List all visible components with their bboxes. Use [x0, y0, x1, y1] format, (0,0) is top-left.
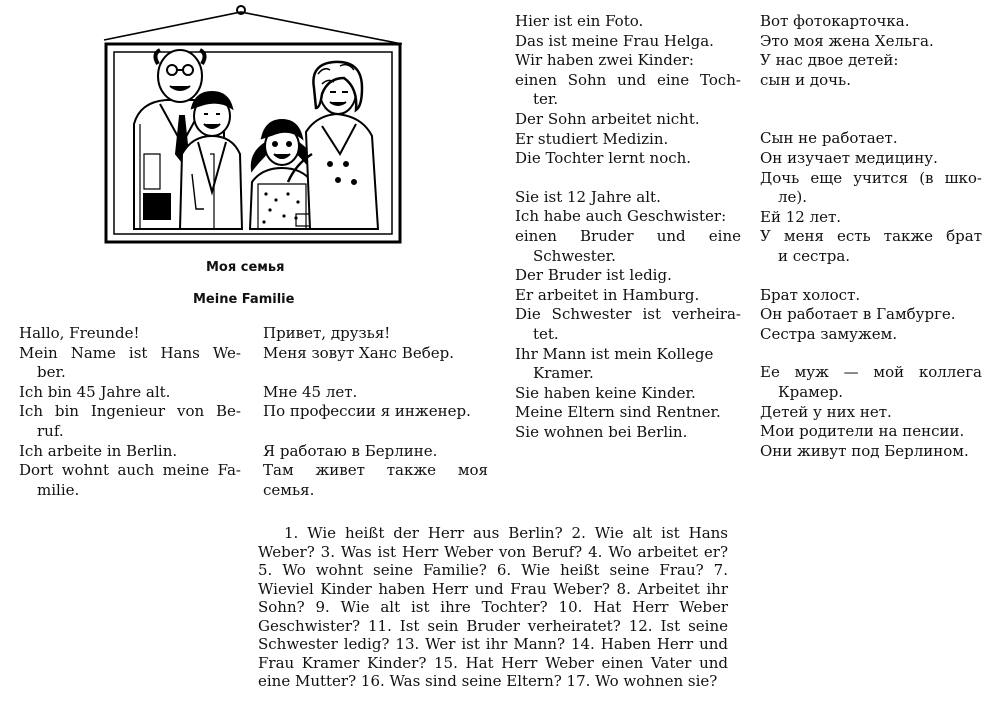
text-line: Mein Name ist Hans We-	[19, 343, 241, 362]
text-line: Мне 45 лет.	[263, 382, 358, 401]
text-line: Er arbeitet in Hamburg.	[515, 285, 700, 304]
text-line: Er studiert Medizin.	[515, 129, 669, 148]
text-line: Ich arbeite in Berlin.	[19, 441, 178, 460]
text-line: Sie ist 12 Jahre alt.	[515, 187, 661, 206]
text-line: Они живут под Берлином.	[760, 441, 969, 460]
questions-section	[258, 524, 728, 691]
text-line: Сестра замужем.	[760, 324, 898, 343]
text-line: Мои родители на пенсии.	[760, 422, 965, 441]
text-line: Sie haben keine Kinder.	[515, 383, 696, 402]
right-german-column	[515, 12, 741, 442]
text-line: Schwester.	[533, 246, 616, 265]
text-line: Dort wohnt auch meine Fa-	[19, 461, 241, 480]
family-portrait-illustration	[100, 4, 406, 250]
text-line: Я работаю в Берлине.	[263, 441, 438, 460]
text-line: Брат холост.	[760, 285, 861, 304]
text-line: Die Schwester ist verheira-	[515, 305, 741, 324]
text-line: Вот фотокарточка.	[760, 12, 910, 30]
left-german-column	[19, 324, 241, 500]
text-line: Детей у них нет.	[760, 402, 892, 421]
text-line: Это моя жена Хельга.	[760, 31, 934, 50]
text-line: Sie wohnen bei Berlin.	[515, 422, 688, 441]
text-line: tet.	[533, 324, 559, 343]
left-russian-column	[263, 324, 488, 500]
text-line: ruf.	[37, 421, 64, 440]
text-line: Меня зовут Ханс Вебер.	[263, 343, 454, 362]
text-line: Крамер.	[778, 382, 844, 401]
text-line: и сестра.	[778, 246, 851, 265]
questions-paragraph: 1. Wie heißt der Herr aus Berlin? 2. Wie alt ist Hans Weber? 3. Was ist Herr Weber von Beruf? 4. Wo arbeitet er? 5. Wo wohnt seine Familie? 6. Wie heißt seine Frau? 7. Wieviel Kinder haben Herr und Frau Weber? 8. Arbeitet ihr Sohn? 9. Wie alt ist ihre Tochter? 10. Hat Herr Weber Geschwister? 11. Ist sein Bruder verheiratet? 12. Ist seine Schwester ledig? 13. Wer ist ihr Mann? 14. Haben Herr und Frau Kramer Kinder? 15. Hat Herr Weber einen Vater und eine Mutter? 16. Was sind seine Eltern? 17. Wo wohnen sie?	[258, 524, 728, 690]
right-russian-column	[760, 12, 982, 461]
caption-russian: Моя семья	[206, 260, 285, 275]
text-line: Die Tochter lernt noch.	[515, 149, 692, 168]
text-line: У нас двое детей:	[760, 51, 899, 70]
text-line: milie.	[37, 480, 80, 499]
text-line: Ich habe auch Geschwister:	[515, 207, 727, 226]
text-line: Он работает в Гамбурге.	[760, 305, 956, 324]
text-line: Ich bin Ingenieur von Be-	[19, 402, 241, 421]
text-line: Дочь еще учится (в шко-	[760, 168, 982, 187]
text-line: Ihr Mann ist mein Kollege	[515, 344, 714, 363]
text-line: Ich bin 45 Jahre alt.	[19, 382, 171, 401]
text-line: Ей 12 лет.	[760, 207, 842, 226]
text-line: Ее муж — мой коллега	[760, 363, 982, 382]
text-line: Der Bruder ist ledig.	[515, 266, 672, 285]
text-line: Meine Eltern sind Rentner.	[515, 403, 721, 422]
text-line: ter.	[533, 90, 559, 109]
text-line: Wir haben zwei Kinder:	[515, 51, 694, 70]
text-line: Привет, друзья!	[263, 324, 391, 342]
text-line: Hier ist ein Foto.	[515, 12, 644, 30]
text-line: сын и дочь.	[760, 70, 851, 89]
caption-german: Meine Familie	[193, 292, 295, 307]
text-line: семья.	[263, 480, 315, 499]
text-line: einen Sohn und eine Toch-	[515, 70, 741, 89]
text-line: По профессии я инженер.	[263, 402, 471, 421]
text-line: Сын не работает.	[760, 129, 898, 148]
text-line: Das ist meine Frau Helga.	[515, 31, 714, 50]
text-line: Он изучает медицину.	[760, 148, 938, 167]
text-line: Kramer.	[533, 364, 594, 383]
text-line: einen Bruder und eine	[515, 226, 741, 245]
text-line: Там живет также моя	[263, 461, 488, 480]
text-line: ле).	[778, 188, 808, 207]
text-line: Der Sohn arbeitet nicht.	[515, 109, 700, 128]
text-line: Hallo, Freunde!	[19, 324, 140, 342]
text-line: У меня есть также брат	[760, 227, 982, 246]
text-line: ber.	[37, 363, 66, 382]
